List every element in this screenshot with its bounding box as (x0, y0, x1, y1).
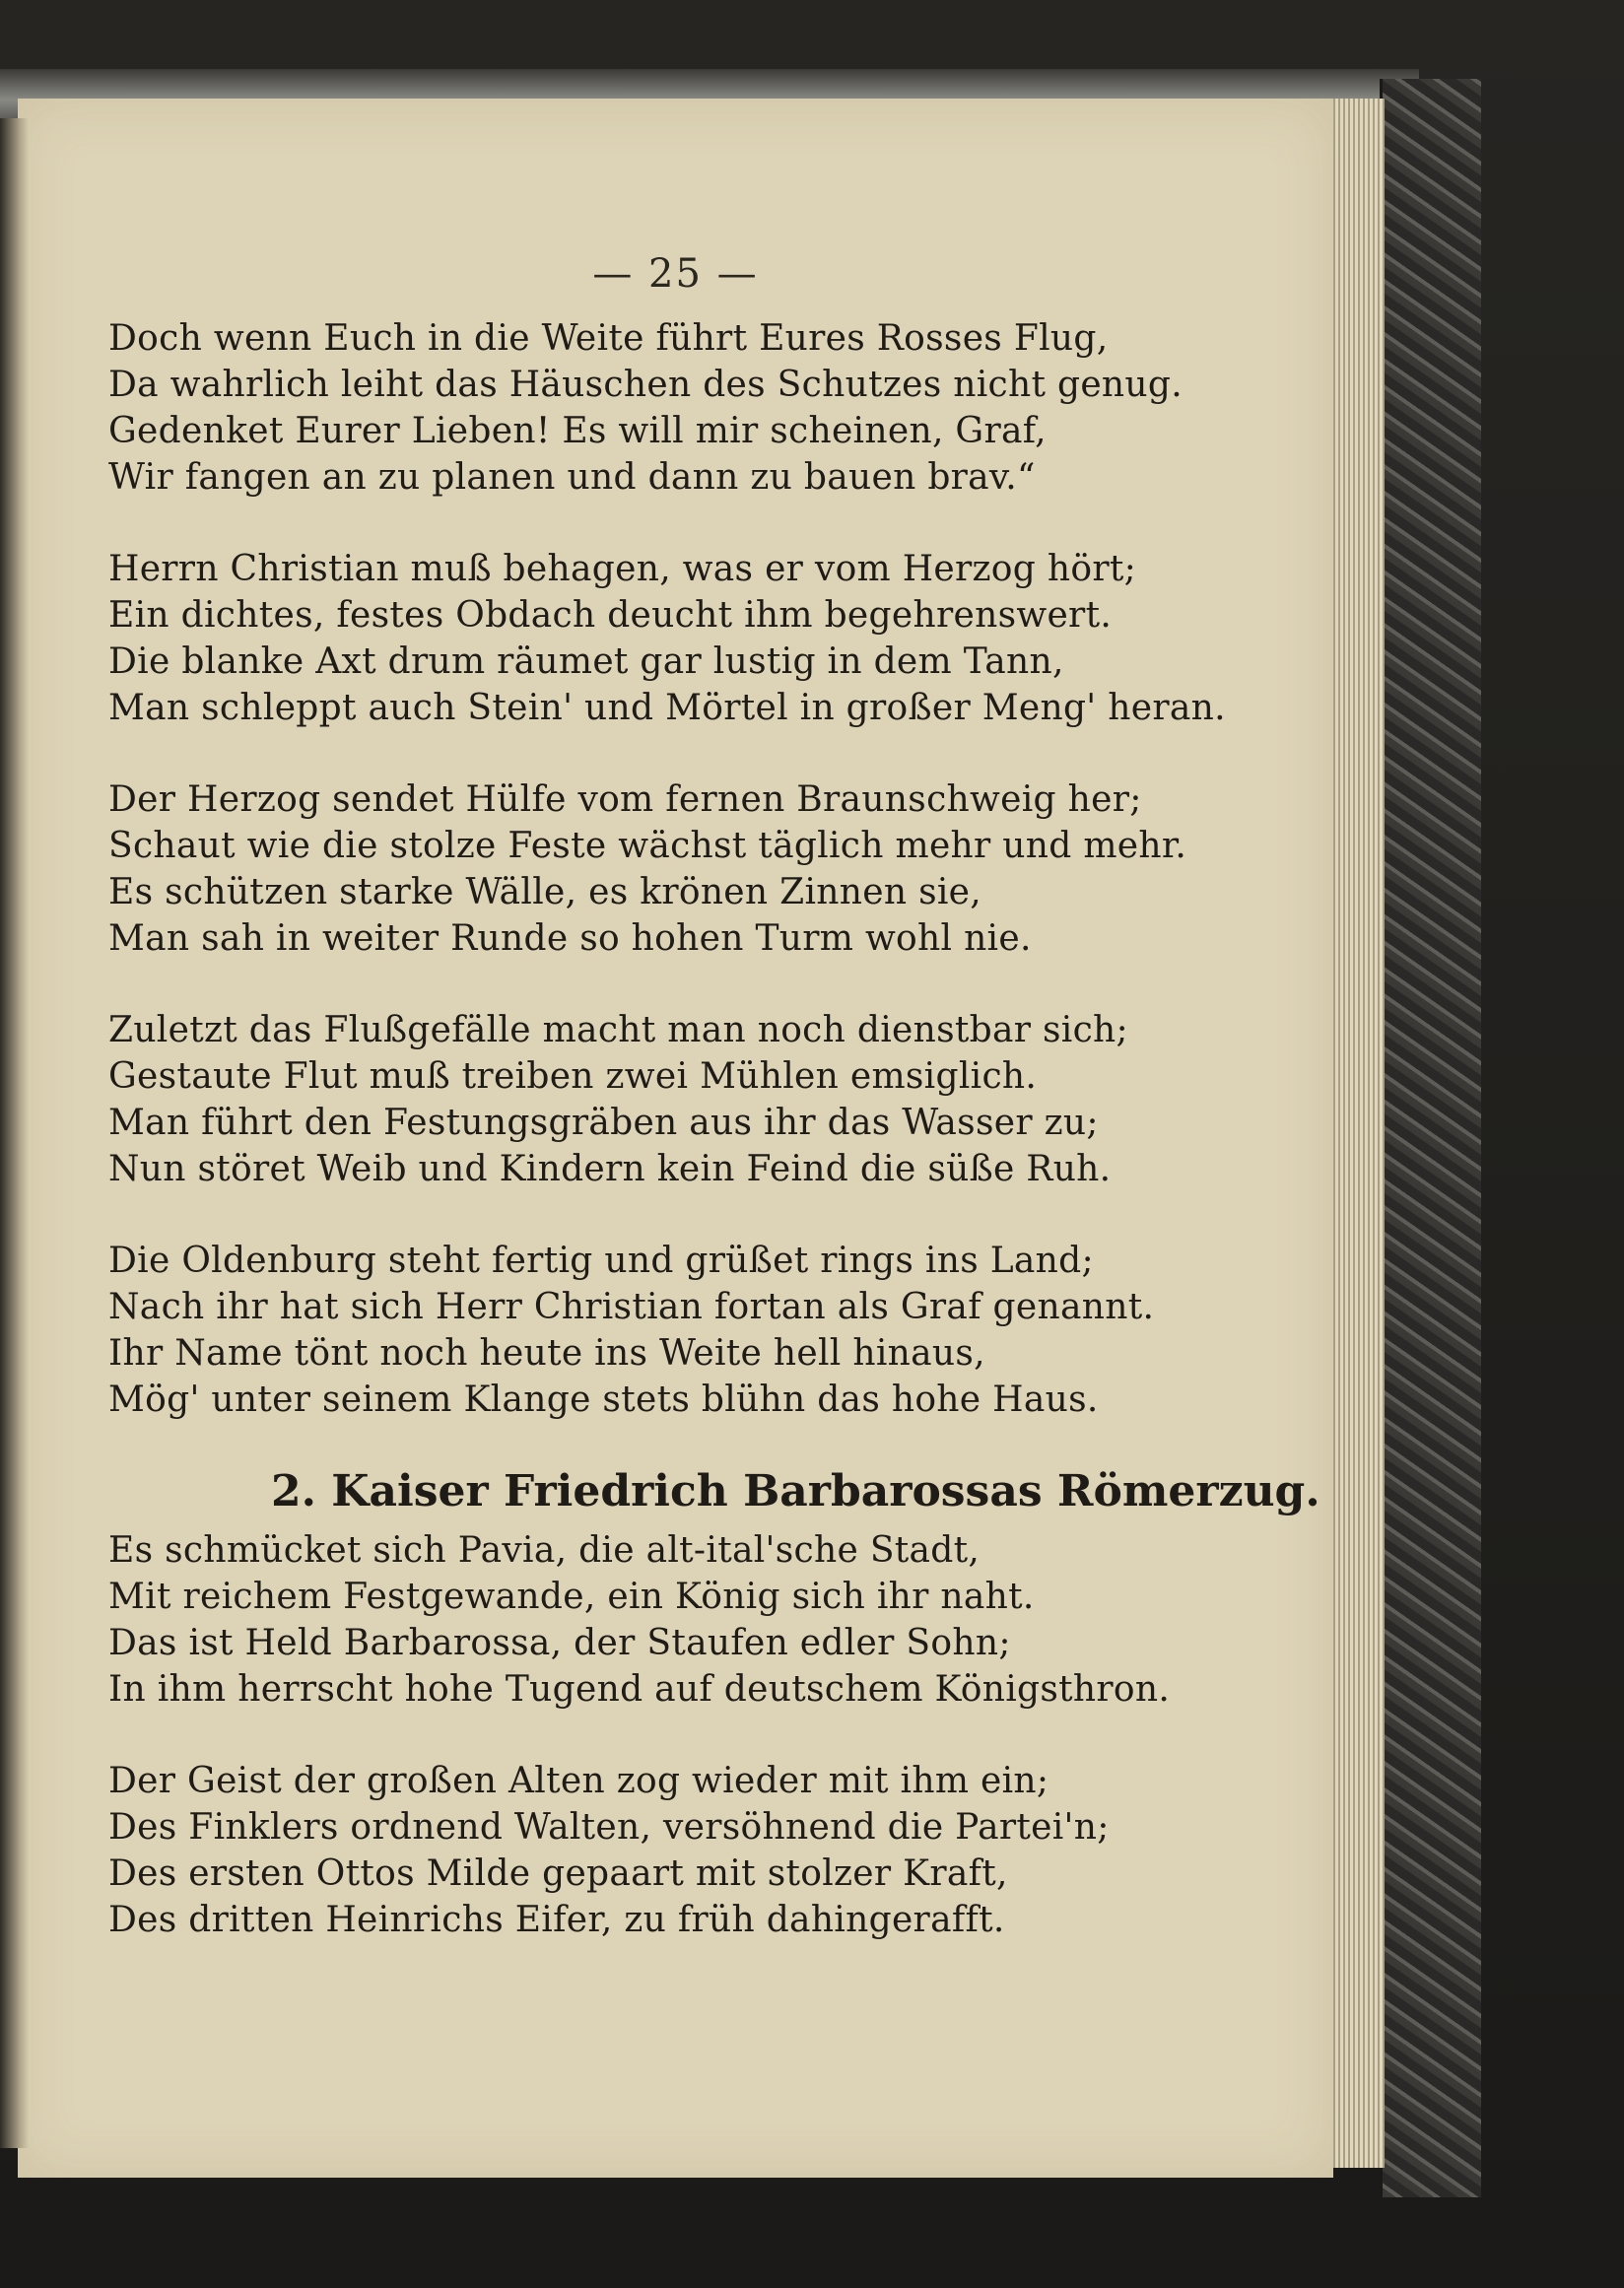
verse-line: Mit reichem Festgewande, ein König sich ihr naht. (108, 1577, 1035, 1617)
verse-line: Man führt den Festungsgräben aus ihr das Wasser zu; (108, 1103, 1099, 1143)
verse-line: Gedenket Eurer Lieben! Es will mir scheinen, Graf, (108, 411, 1047, 451)
verse-line: Des dritten Heinrichs Eifer, zu früh dahingerafft. (108, 1900, 1005, 1940)
verse-line: Die Oldenburg steht fertig und grüßet rings ins Land; (108, 1241, 1094, 1281)
page-stack-edge (1325, 99, 1385, 2168)
stanza (108, 1758, 1291, 1943)
verse-line: In ihm herrscht hohe Tugend auf deutschem Königsthron. (108, 1669, 1171, 1710)
verse-line: Es schützen starke Wälle, es krönen Zinnen sie, (108, 872, 982, 912)
verse-line: Gestaute Flut muß treiben zwei Mühlen emsiglich. (108, 1056, 1038, 1097)
verse-line: Man sah in weiter Runde so hohen Turm wohl nie. (108, 918, 1032, 959)
verse-line: Des ersten Ottos Milde gepaart mit stolzer Kraft, (108, 1853, 1008, 1894)
stanza (108, 1007, 1291, 1192)
stanza (108, 1527, 1291, 1713)
verse-line: Der Herzog sendet Hülfe vom fernen Braunschweig her; (108, 779, 1142, 820)
stanza (108, 546, 1291, 731)
verse-line: Ein dichtes, festes Obdach deucht ihm begehrenswert. (108, 595, 1113, 636)
verse-line: Der Geist der großen Alten zog wieder mit ihm ein; (108, 1761, 1049, 1801)
verse-line: Ihr Name tönt noch heute ins Weite hell hinaus, (108, 1333, 985, 1374)
verse-line: Das ist Held Barbarossa, der Staufen edler Sohn; (108, 1623, 1011, 1663)
verse-line: Es schmücket sich Pavia, die alt-ital'sche Stadt, (108, 1530, 981, 1571)
verse-line: Man schleppt auch Stein' und Mörtel in großer Meng' heran. (108, 688, 1226, 728)
book-page (18, 99, 1333, 2178)
stanza (108, 776, 1291, 962)
verse-line: Schaut wie die stolze Feste wächst täglich mehr und mehr. (108, 826, 1187, 866)
verse-line: Herrn Christian muß behagen, was er vom Herzog hört; (108, 549, 1137, 589)
verse-line: Des Finklers ordnend Walten, versöhnend die Partei'n; (108, 1807, 1110, 1848)
page-number: — 25 — (592, 251, 759, 297)
poem-text (108, 315, 1320, 1988)
verse-line: Wir fangen an zu planen und dann zu bauen brav.“ (108, 457, 1036, 498)
verse-line: Nach ihr hat sich Herr Christian fortan als Graf genannt. (108, 1287, 1155, 1327)
verse-line: Mög' unter seinem Klange stets blühn das hohe Haus. (108, 1380, 1099, 1420)
verse-line: Zuletzt das Flußgefälle macht man noch dienstbar sich; (108, 1010, 1128, 1050)
stanza (108, 315, 1291, 501)
verse-line: Die blanke Axt drum räumet gar lustig in dem Tann, (108, 641, 1064, 682)
marbled-cover-edge (1380, 79, 1481, 2197)
verse-line: Doch wenn Euch in die Weite führt Eures Rosses Flug, (108, 318, 1109, 359)
verse-line: Nun störet Weib und Kindern kein Feind die süße Ruh. (108, 1149, 1112, 1189)
verse-line: Da wahrlich leiht das Häuschen des Schutzes nicht genug. (108, 365, 1183, 405)
stanza (108, 1238, 1291, 1423)
section-heading: 2. Kaiser Friedrich Barbarossas Römerzug. (271, 1466, 1320, 1516)
page-gutter-edge (0, 118, 30, 2148)
